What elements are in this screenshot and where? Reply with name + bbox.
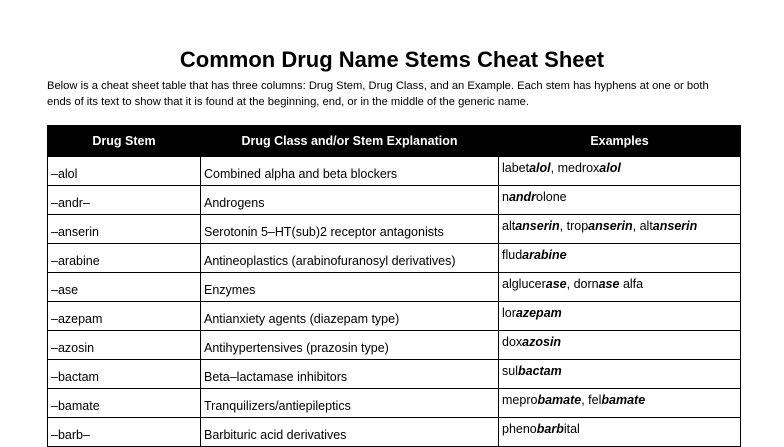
example-text: dox xyxy=(502,335,523,349)
stem-highlight: anserin xyxy=(515,219,560,233)
example-text: pheno xyxy=(502,422,537,436)
drug-class-cell: Androgens xyxy=(201,186,499,215)
example-cell xyxy=(499,244,741,273)
example-text: , dorn xyxy=(566,277,599,291)
table-row xyxy=(48,244,741,273)
table-row xyxy=(48,418,741,447)
table-row xyxy=(48,360,741,389)
drug-stem-cell: –bamate xyxy=(48,389,201,418)
intro-paragraph xyxy=(47,78,747,110)
stem-highlight: azosin xyxy=(522,335,562,349)
example-cell xyxy=(499,157,741,186)
drug-stem-cell: –alol xyxy=(48,157,201,186)
drug-stem-cell: –azosin xyxy=(48,331,201,360)
example-text: , alt xyxy=(632,219,653,233)
example-text: mepro xyxy=(502,393,538,407)
stem-highlight: alol xyxy=(599,161,621,175)
example-text: alt xyxy=(502,219,516,233)
stem-highlight: bactam xyxy=(517,364,562,378)
page-title: Common Drug Name Stems Cheat Sheet xyxy=(179,47,605,72)
header-drug-stem: Drug Stem xyxy=(48,126,201,157)
example-text: flud xyxy=(502,248,523,262)
table-row xyxy=(48,302,741,331)
example-text: , trop xyxy=(559,219,589,233)
example-text: , fel xyxy=(581,393,602,407)
example-text: sul xyxy=(502,364,518,378)
example-cell xyxy=(499,273,741,302)
example-cell xyxy=(499,302,741,331)
drug-class-cell: Antihypertensives (prazosin type) xyxy=(201,331,499,360)
table-row xyxy=(48,215,741,244)
example-text: n xyxy=(502,190,509,204)
header-examples: Examples xyxy=(499,126,741,157)
stem-highlight: andr xyxy=(508,190,537,204)
intro-line: ends of its text to show that it is found at the beginning, end, or in the middle of the generic name. xyxy=(47,96,529,108)
table-row xyxy=(48,186,741,215)
drug-class-cell: Enzymes xyxy=(201,273,499,302)
drug-stems-table xyxy=(47,125,741,447)
drug-class-cell: Antineoplastics (arabinofuranosyl derivatives) xyxy=(201,244,499,273)
drug-class-cell: Beta–lactamase inhibitors xyxy=(201,360,499,389)
example-text: olone xyxy=(536,190,567,204)
stem-highlight: bamate xyxy=(601,393,646,407)
table-header-row xyxy=(48,126,741,157)
drug-class-cell: Antianxiety agents (diazepam type) xyxy=(201,302,499,331)
stem-highlight: azepam xyxy=(515,306,562,320)
table-row xyxy=(48,273,741,302)
intro-line: Below is a cheat sheet table that has three columns: Drug Stem, Drug Class, and an Example. Each stem has hyphens at one or both xyxy=(47,80,709,92)
drug-class-cell: Combined alpha and beta blockers xyxy=(201,157,499,186)
drug-stem-cell: –ase xyxy=(48,273,201,302)
stem-highlight: anserin xyxy=(588,219,633,233)
stem-highlight: arabine xyxy=(522,248,567,262)
stem-highlight: bamate xyxy=(537,393,582,407)
drug-stem-cell: –anserin xyxy=(48,215,201,244)
example-cell xyxy=(499,418,741,447)
drug-stem-cell: –andr– xyxy=(48,186,201,215)
example-text: , medrox xyxy=(550,161,600,175)
example-cell xyxy=(499,331,741,360)
header-drug-class: Drug Class and/or Stem Explanation xyxy=(201,126,499,157)
example-text: alglucer xyxy=(502,277,546,291)
drug-class-cell: Barbituric acid derivatives xyxy=(201,418,499,447)
drug-stem-cell: –arabine xyxy=(48,244,201,273)
example-cell xyxy=(499,389,741,418)
table-row xyxy=(48,389,741,418)
table-row xyxy=(48,157,741,186)
stem-highlight: barb xyxy=(536,422,564,436)
stem-highlight: ase xyxy=(545,277,567,291)
drug-stem-cell: –barb– xyxy=(48,418,201,447)
drug-class-cell: Serotonin 5–HT(sub)2 receptor antagonists xyxy=(201,215,499,244)
example-text: labet xyxy=(502,161,530,175)
example-text: lor xyxy=(502,306,516,320)
drug-class-cell: Tranquilizers/antiepileptics xyxy=(201,389,499,418)
example-cell xyxy=(499,360,741,389)
example-cell xyxy=(499,215,741,244)
drug-stem-cell: –azepam xyxy=(48,302,201,331)
stem-highlight: alol xyxy=(529,161,551,175)
drug-stem-cell: –bactam xyxy=(48,360,201,389)
stem-highlight: anserin xyxy=(652,219,698,233)
table-row xyxy=(48,331,741,360)
example-cell xyxy=(499,186,741,215)
example-text: alfa xyxy=(619,277,644,291)
stem-highlight: ase xyxy=(598,277,620,291)
example-text: ital xyxy=(563,422,580,436)
